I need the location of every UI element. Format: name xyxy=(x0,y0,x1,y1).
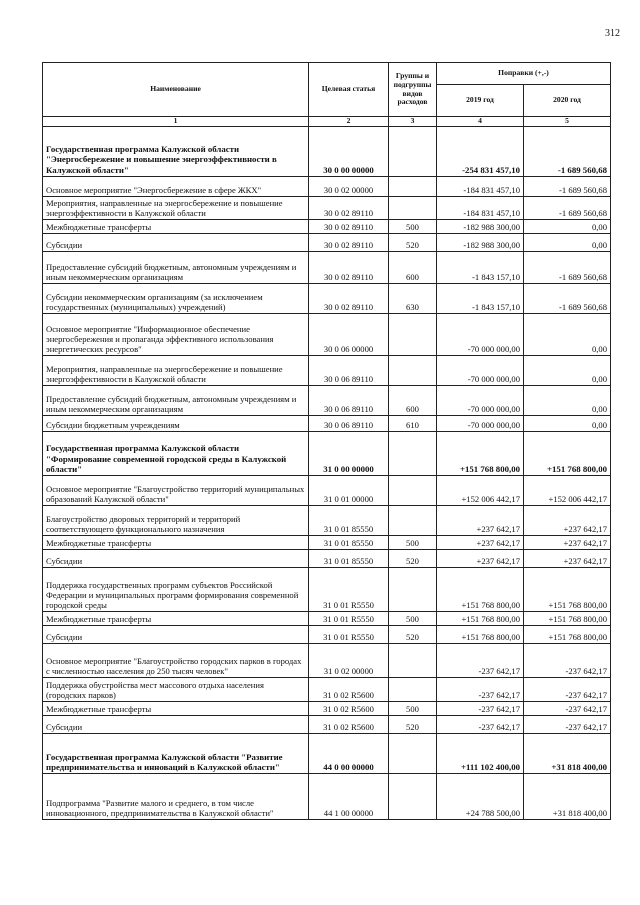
row-group-code xyxy=(389,314,437,356)
row-value-2020: -1 689 560,68 xyxy=(524,252,611,284)
table-row xyxy=(43,678,611,702)
row-value-2020: +237 642,17 xyxy=(524,506,611,536)
row-value-2020: +31 818 400,00 xyxy=(524,734,611,774)
row-value-2020: +151 768 800,00 xyxy=(524,626,611,644)
row-group-code xyxy=(389,476,437,506)
row-target-code: 30 0 06 89110 xyxy=(309,386,389,416)
row-value-2019: -1 843 157,10 xyxy=(437,252,524,284)
table-row xyxy=(43,220,611,234)
row-value-2020: -1 689 560,68 xyxy=(524,197,611,220)
row-name: Субсидии xyxy=(43,550,309,568)
table-row xyxy=(43,550,611,568)
row-value-2019: +237 642,17 xyxy=(437,536,524,550)
header-year-2019: 2019 год xyxy=(437,85,524,117)
table-row xyxy=(43,506,611,536)
table-row xyxy=(43,416,611,432)
row-value-2019: -70 000 000,00 xyxy=(437,416,524,432)
row-value-2019: -254 831 457,10 xyxy=(437,127,524,177)
row-group-code xyxy=(389,734,437,774)
table-row xyxy=(43,386,611,416)
row-value-2019: +152 006 442,17 xyxy=(437,476,524,506)
table-row xyxy=(43,612,611,626)
row-value-2019: -182 988 300,00 xyxy=(437,220,524,234)
header-name: Наименование xyxy=(43,63,309,117)
table-row xyxy=(43,774,611,820)
row-value-2019: -184 831 457,10 xyxy=(437,197,524,220)
row-target-code: 31 0 02 R5600 xyxy=(309,678,389,702)
row-group-code xyxy=(389,356,437,386)
row-target-code: 30 0 06 89110 xyxy=(309,356,389,386)
row-target-code: 31 0 01 85550 xyxy=(309,506,389,536)
row-name: Межбюджетные трансферты xyxy=(43,220,309,234)
row-name: Межбюджетные трансферты xyxy=(43,612,309,626)
row-group-code: 630 xyxy=(389,284,437,314)
row-name: Поддержка обустройства мест массового отдыха населения (городских парков) xyxy=(43,678,309,702)
row-value-2020: +151 768 800,00 xyxy=(524,612,611,626)
row-name: Предоставление субсидий бюджетным, автономным учреждениям и иным некоммерческим организациям xyxy=(43,252,309,284)
row-target-code: 30 0 06 89110 xyxy=(309,416,389,432)
table-row xyxy=(43,644,611,678)
row-name: Субсидии xyxy=(43,716,309,734)
table-body xyxy=(43,127,611,820)
header-year-2020: 2020 год xyxy=(524,85,611,117)
header-amendments: Поправки (+,-) xyxy=(437,63,611,85)
row-group-code xyxy=(389,644,437,678)
table-row xyxy=(43,626,611,644)
row-value-2019: -237 642,17 xyxy=(437,716,524,734)
row-value-2020: +151 768 800,00 xyxy=(524,568,611,612)
row-name: Субсидии бюджетным учреждениям xyxy=(43,416,309,432)
row-name: Основное мероприятие "Информационное обеспечение энергосбережения и пропаганда эффективного использования энергетических ресурсов" xyxy=(43,314,309,356)
row-value-2020: +31 818 400,00 xyxy=(524,774,611,820)
table-row xyxy=(43,702,611,716)
column-index: 4 xyxy=(437,117,524,127)
row-target-code: 31 0 01 R5550 xyxy=(309,568,389,612)
row-value-2019: -70 000 000,00 xyxy=(437,314,524,356)
row-value-2020: +151 768 800,00 xyxy=(524,432,611,476)
row-group-code xyxy=(389,177,437,197)
row-value-2019: +151 768 800,00 xyxy=(437,432,524,476)
row-value-2019: +237 642,17 xyxy=(437,506,524,536)
row-target-code: 31 0 01 R5550 xyxy=(309,626,389,644)
table-row xyxy=(43,734,611,774)
row-name: Предоставление субсидий бюджетным, автономным учреждениям и иным некоммерческим организациям xyxy=(43,386,309,416)
row-group-code: 520 xyxy=(389,626,437,644)
row-value-2019: -70 000 000,00 xyxy=(437,386,524,416)
table-row xyxy=(43,234,611,252)
row-group-code: 500 xyxy=(389,220,437,234)
row-name: Мероприятия, направленные на энергосбережение и повышение энергоэффективности в Калужской области xyxy=(43,197,309,220)
table-row xyxy=(43,127,611,177)
row-value-2019: -182 988 300,00 xyxy=(437,234,524,252)
row-target-code: 31 0 02 R5600 xyxy=(309,702,389,716)
row-name: Субсидии xyxy=(43,234,309,252)
row-value-2019: +151 768 800,00 xyxy=(437,626,524,644)
row-target-code: 30 0 00 00000 xyxy=(309,127,389,177)
row-target-code: 30 0 02 89110 xyxy=(309,234,389,252)
row-target-code: 44 1 00 00000 xyxy=(309,774,389,820)
row-group-code: 520 xyxy=(389,234,437,252)
row-value-2020: 0,00 xyxy=(524,356,611,386)
table-row xyxy=(43,197,611,220)
table-row xyxy=(43,432,611,476)
row-group-code xyxy=(389,432,437,476)
row-name: Государственная программа Калужской области "Формирование современной городской среды в Калужской области" xyxy=(43,432,309,476)
row-group-code xyxy=(389,678,437,702)
row-value-2020: 0,00 xyxy=(524,314,611,356)
row-target-code: 30 0 06 00000 xyxy=(309,314,389,356)
column-index: 2 xyxy=(309,117,389,127)
row-target-code: 44 0 00 00000 xyxy=(309,734,389,774)
row-name: Субсидии xyxy=(43,626,309,644)
column-index: 3 xyxy=(389,117,437,127)
page-number: 312 xyxy=(605,28,620,39)
row-group-code xyxy=(389,774,437,820)
row-name: Основное мероприятие "Благоустройство территорий муниципальных образований Калужской области" xyxy=(43,476,309,506)
row-group-code xyxy=(389,506,437,536)
table-row xyxy=(43,284,611,314)
row-value-2020: 0,00 xyxy=(524,416,611,432)
row-value-2019: +151 768 800,00 xyxy=(437,612,524,626)
budget-amendments-table xyxy=(42,62,611,820)
row-name: Благоустройство дворовых территорий и территорий соответствующего функционального назначения xyxy=(43,506,309,536)
row-value-2020: +152 006 442,17 xyxy=(524,476,611,506)
row-value-2019: +151 768 800,00 xyxy=(437,568,524,612)
row-target-code: 31 0 01 00000 xyxy=(309,476,389,506)
row-value-2019: -70 000 000,00 xyxy=(437,356,524,386)
row-value-2019: -237 642,17 xyxy=(437,678,524,702)
row-target-code: 31 0 00 00000 xyxy=(309,432,389,476)
row-value-2020: -237 642,17 xyxy=(524,678,611,702)
table-row xyxy=(43,177,611,197)
row-group-code: 610 xyxy=(389,416,437,432)
row-value-2020: +237 642,17 xyxy=(524,550,611,568)
row-target-code: 30 0 02 89110 xyxy=(309,220,389,234)
table-row xyxy=(43,536,611,550)
row-group-code xyxy=(389,127,437,177)
row-value-2020: -1 689 560,68 xyxy=(524,127,611,177)
table-row xyxy=(43,476,611,506)
row-value-2019: +24 788 500,00 xyxy=(437,774,524,820)
row-value-2019: +237 642,17 xyxy=(437,550,524,568)
table-row xyxy=(43,716,611,734)
table-row xyxy=(43,314,611,356)
row-value-2020: -237 642,17 xyxy=(524,644,611,678)
row-name: Государственная программа Калужской области "Энергосбережение и повышение энергоэффективности в Калужской области" xyxy=(43,127,309,177)
row-target-code: 31 0 01 R5550 xyxy=(309,612,389,626)
row-group-code xyxy=(389,568,437,612)
row-name: Межбюджетные трансферты xyxy=(43,702,309,716)
row-name: Государственная программа Калужской области "Развитие предпринимательства и инноваций в Калужской области" xyxy=(43,734,309,774)
header-group: Группы и подгруппы видов расходов xyxy=(389,63,437,117)
table-row xyxy=(43,252,611,284)
row-group-code: 500 xyxy=(389,612,437,626)
row-name: Мероприятия, направленные на энергосбережение и повышение энергоэффективности в Калужской области xyxy=(43,356,309,386)
row-value-2020: 0,00 xyxy=(524,220,611,234)
row-value-2019: -184 831 457,10 xyxy=(437,177,524,197)
row-name: Поддержка государственных программ субъектов Российской Федерации и муниципальных программ формирования современной городской среды xyxy=(43,568,309,612)
row-value-2019: -237 642,17 xyxy=(437,644,524,678)
row-target-code: 31 0 02 R5600 xyxy=(309,716,389,734)
row-value-2020: -237 642,17 xyxy=(524,716,611,734)
row-group-code: 520 xyxy=(389,550,437,568)
row-group-code: 600 xyxy=(389,252,437,284)
header-target: Целевая статья xyxy=(309,63,389,117)
row-value-2020: 0,00 xyxy=(524,234,611,252)
row-group-code: 600 xyxy=(389,386,437,416)
row-value-2019: +111 102 400,00 xyxy=(437,734,524,774)
row-target-code: 30 0 02 89110 xyxy=(309,197,389,220)
row-value-2019: -1 843 157,10 xyxy=(437,284,524,314)
row-target-code: 31 0 02 00000 xyxy=(309,644,389,678)
row-group-code xyxy=(389,197,437,220)
row-name: Межбюджетные трансферты xyxy=(43,536,309,550)
row-value-2020: +237 642,17 xyxy=(524,536,611,550)
row-group-code: 500 xyxy=(389,702,437,716)
row-group-code: 500 xyxy=(389,536,437,550)
row-target-code: 31 0 01 85550 xyxy=(309,550,389,568)
row-name: Основное мероприятие "Энергосбережение в сфере ЖКХ" xyxy=(43,177,309,197)
row-value-2019: -237 642,17 xyxy=(437,702,524,716)
row-name: Подпрограмма "Развитие малого и среднего, в том числе инновационного, предпринимательства в Калужской области" xyxy=(43,774,309,820)
row-value-2020: -1 689 560,68 xyxy=(524,177,611,197)
row-target-code: 30 0 02 89110 xyxy=(309,284,389,314)
row-value-2020: -1 689 560,68 xyxy=(524,284,611,314)
row-value-2020: 0,00 xyxy=(524,386,611,416)
table-row xyxy=(43,356,611,386)
row-value-2020: -237 642,17 xyxy=(524,702,611,716)
row-target-code: 30 0 02 00000 xyxy=(309,177,389,197)
row-target-code: 31 0 01 85550 xyxy=(309,536,389,550)
table-row xyxy=(43,568,611,612)
row-name: Основное мероприятие "Благоустройство городских парков в городах с численностью населения до 250 тысяч человек" xyxy=(43,644,309,678)
column-index: 5 xyxy=(524,117,611,127)
row-group-code: 520 xyxy=(389,716,437,734)
row-target-code: 30 0 02 89110 xyxy=(309,252,389,284)
row-name: Субсидии некоммерческим организациям (за исключением государственных (муниципальных) учреждений) xyxy=(43,284,309,314)
column-index: 1 xyxy=(43,117,309,127)
